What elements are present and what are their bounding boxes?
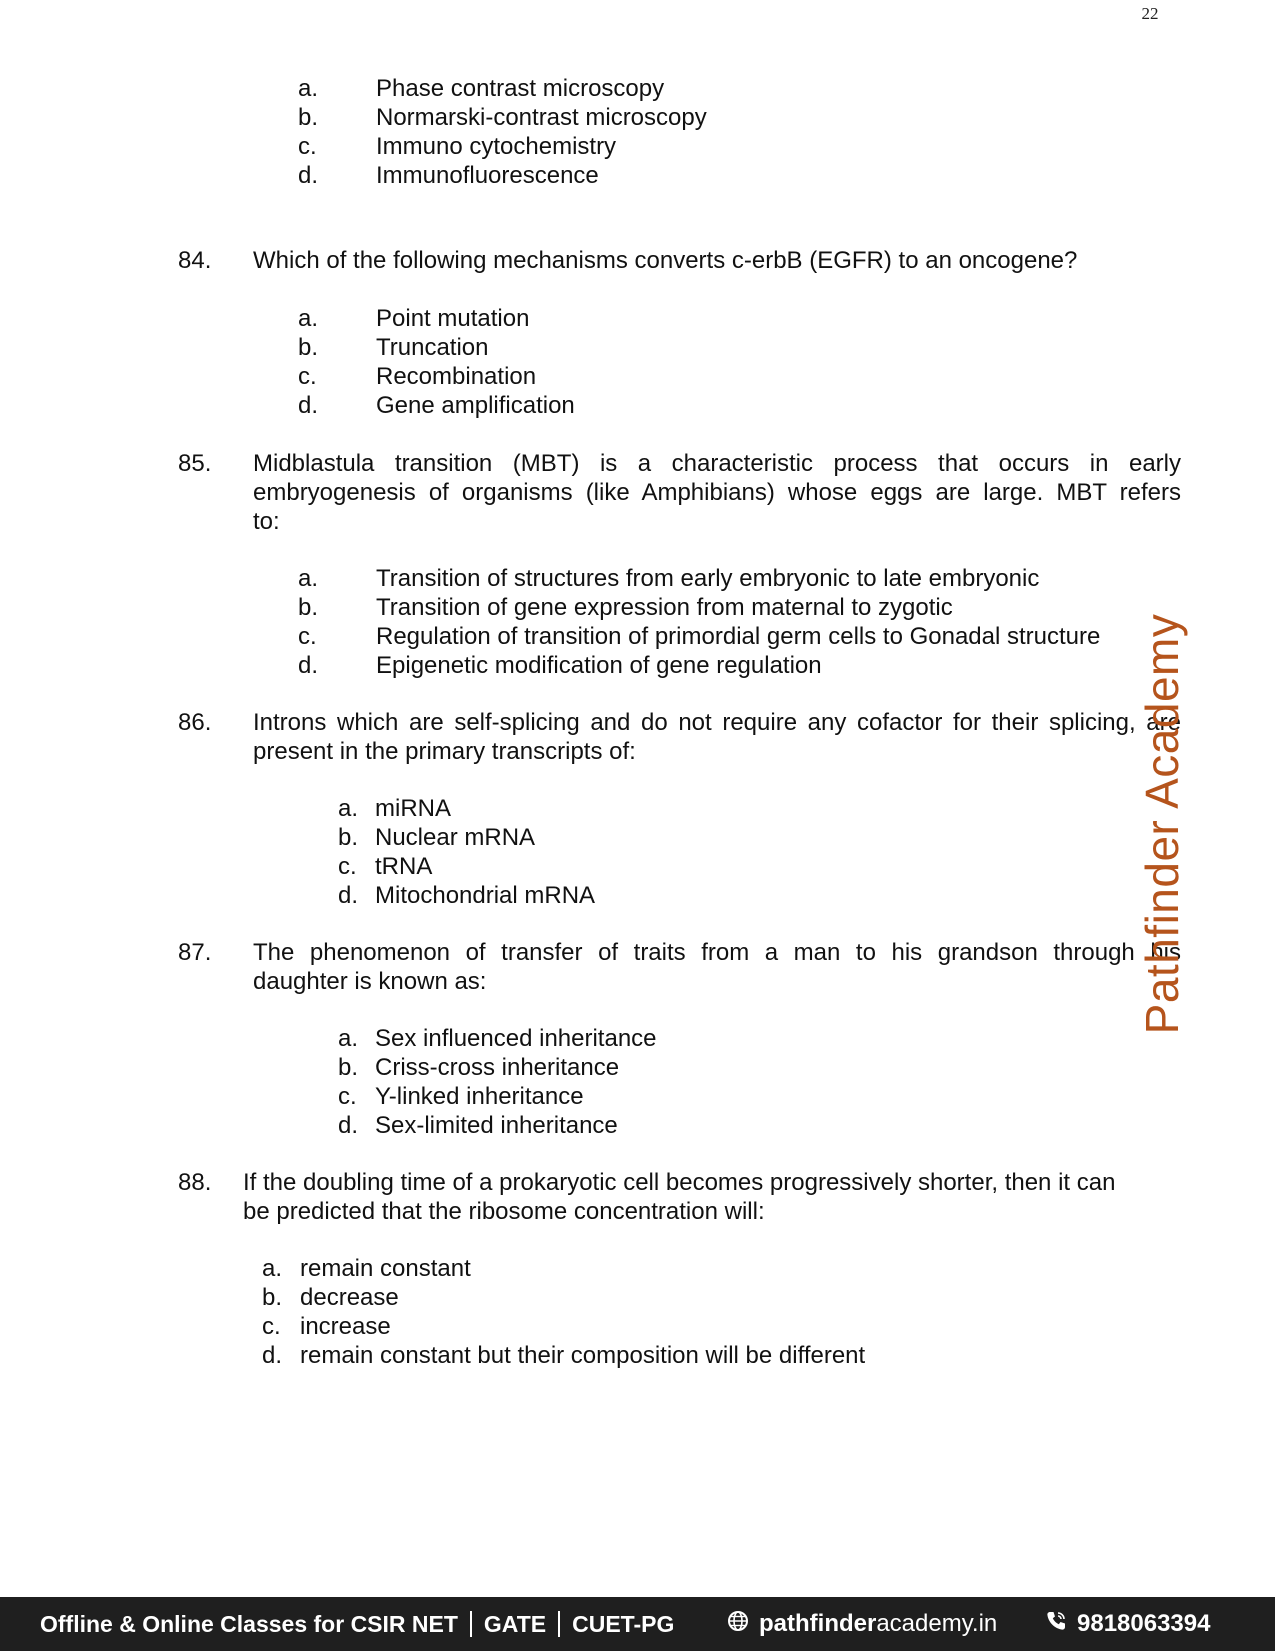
question-number: 87.	[178, 939, 212, 966]
option-letter: c.	[262, 1313, 281, 1340]
option-item	[298, 622, 1100, 651]
option-item	[298, 593, 953, 622]
option-item	[298, 651, 822, 680]
option-letter: b.	[298, 334, 319, 361]
footer-phone[interactable]	[1045, 1597, 1210, 1651]
question-number: 88.	[178, 1169, 212, 1196]
option-text: tRNA	[375, 853, 433, 880]
footer-website-light: academy.in	[876, 1610, 998, 1637]
question-text-line: be predicted that the ribosome concentration will:	[243, 1198, 765, 1225]
option-text: Nuclear mRNA	[375, 824, 536, 851]
option-item	[298, 391, 575, 420]
question-text-line: embryogenesis of organisms (like Amphibians) whose eggs are large. MBT refers	[253, 479, 1181, 506]
option-letter: c.	[298, 623, 317, 650]
option-text: remain constant	[300, 1255, 471, 1282]
option-item	[262, 1254, 471, 1283]
option-text: increase	[300, 1313, 391, 1340]
phone-icon	[1045, 1610, 1067, 1639]
option-letter: d.	[298, 162, 319, 189]
option-letter: b.	[262, 1284, 283, 1311]
option-text: Immuno cytochemistry	[376, 133, 617, 160]
footer-phone-number: 9818063394	[1077, 1610, 1211, 1637]
question-text-line: The phenomenon of transfer of traits from a man to his grandson through his	[253, 939, 1181, 966]
option-text: Immunofluorescence	[376, 162, 599, 189]
option-letter: d.	[262, 1342, 283, 1369]
option-text: Sex-limited inheritance	[375, 1112, 618, 1139]
option-letter: b.	[298, 104, 319, 131]
option-text: Gene amplification	[376, 392, 575, 419]
option-item	[338, 794, 451, 823]
watermark-text: Pathfinder Academy	[1136, 613, 1188, 1035]
question-number: 84.	[178, 247, 212, 274]
question-number: 86.	[178, 709, 212, 736]
question-text-line: Introns which are self-splicing and do not require any cofactor for their splicing, are	[253, 709, 1181, 736]
option-text: remain constant but their composition will be different	[300, 1342, 866, 1369]
option-item	[338, 1082, 584, 1111]
question-text-line: Which of the following mechanisms converts c-erbB (EGFR) to an oncogene?	[253, 247, 1078, 274]
option-letter: c.	[298, 133, 317, 160]
option-letter: c.	[338, 1083, 357, 1110]
option-letter: a.	[338, 1025, 359, 1052]
question-text-line: Midblastula transition (MBT) is a characteristic process that occurs in early	[253, 450, 1181, 477]
option-letter: b.	[298, 594, 319, 621]
option-item	[338, 1024, 657, 1053]
option-letter: a.	[262, 1255, 283, 1282]
option-text: Regulation of transition of primordial germ cells to Gonadal structure	[376, 623, 1101, 650]
option-text: Recombination	[376, 363, 537, 390]
globe-icon	[727, 1610, 749, 1639]
footer-website-link[interactable]	[727, 1597, 997, 1651]
option-item	[338, 1053, 619, 1082]
option-item	[338, 823, 535, 852]
footer-separator	[470, 1611, 472, 1637]
option-text: Sex influenced inheritance	[375, 1025, 657, 1052]
option-text: Criss-cross inheritance	[375, 1054, 620, 1081]
option-text: miRNA	[375, 795, 451, 822]
page-number: 22	[1141, 4, 1159, 23]
option-item	[298, 333, 489, 362]
option-item	[298, 304, 529, 333]
option-letter: d.	[338, 882, 359, 909]
option-text: Truncation	[376, 334, 489, 361]
option-letter: d.	[298, 652, 319, 679]
footer-bar	[0, 1597, 1275, 1651]
option-text: Point mutation	[376, 305, 530, 332]
option-item	[262, 1341, 865, 1370]
option-item	[298, 103, 707, 132]
option-text: decrease	[300, 1284, 399, 1311]
footer-separator	[558, 1611, 560, 1637]
question-number: 85.	[178, 450, 212, 477]
option-letter: a.	[298, 565, 319, 592]
option-item	[338, 881, 595, 910]
option-letter: b.	[338, 824, 359, 851]
option-item	[298, 564, 1039, 593]
question-text-line: daughter is known as:	[253, 968, 487, 995]
option-item	[338, 1111, 618, 1140]
option-text: Y-linked inheritance	[375, 1083, 584, 1110]
option-item	[338, 852, 432, 881]
question-text-line: to:	[253, 508, 280, 535]
option-item	[262, 1283, 399, 1312]
footer-class-item: Offline & Online Classes for CSIR NET	[40, 1610, 458, 1637]
option-letter: a.	[298, 305, 319, 332]
footer-class-item: GATE	[483, 1610, 547, 1637]
option-item	[298, 132, 616, 161]
option-item	[298, 74, 664, 103]
option-letter: d.	[338, 1112, 359, 1139]
option-text: Transition of gene expression from maternal to zygotic	[376, 594, 953, 621]
option-text: Mitochondrial mRNA	[375, 882, 596, 909]
option-letter: a.	[298, 75, 319, 102]
option-letter: c.	[338, 853, 357, 880]
option-item	[298, 161, 599, 190]
question-text-line: If the doubling time of a prokaryotic cell becomes progressively shorter, then it can	[243, 1169, 1116, 1196]
footer-class-item: CUET-PG	[572, 1610, 675, 1637]
option-text: Transition of structures from early embryonic to late embryonic	[376, 565, 1040, 592]
option-item	[298, 362, 536, 391]
option-letter: b.	[338, 1054, 359, 1081]
footer-classes	[40, 1611, 674, 1638]
option-letter: c.	[298, 363, 317, 390]
option-item	[262, 1312, 391, 1341]
option-letter: d.	[298, 392, 319, 419]
question-text-line: present in the primary transcripts of:	[253, 738, 636, 765]
option-text: Epigenetic modification of gene regulation	[376, 652, 822, 679]
option-text: Normarski-contrast microscopy	[376, 104, 707, 131]
footer-website-bold: pathfinder	[759, 1610, 877, 1637]
option-text: Phase contrast microscopy	[376, 75, 665, 102]
option-letter: a.	[338, 795, 359, 822]
